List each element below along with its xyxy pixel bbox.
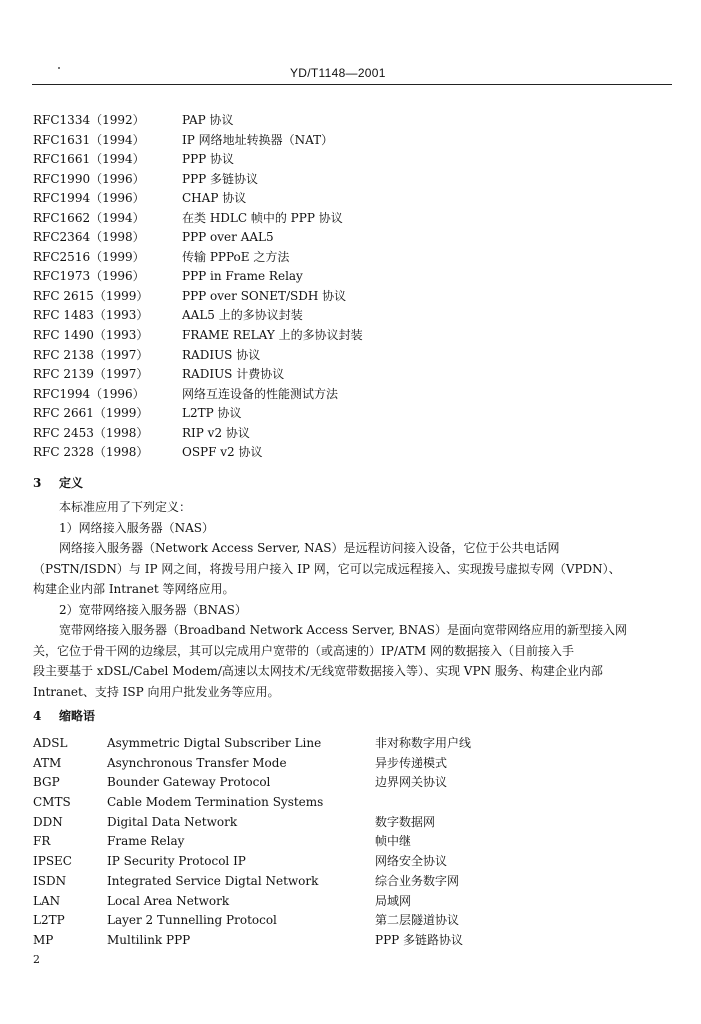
rfc-title: PPP over AAL5 [182,230,274,245]
rfc-code: RFC2516（1999） [33,249,145,264]
rfc-title: RADIUS 计费协议 [182,367,285,382]
rfc-code: RFC2364（1998） [33,230,145,245]
rfc-code: RFC1973（1996） [33,269,145,284]
definition-2-line: Intranet、支持 ISP 向用户批发业务等应用。 [33,684,280,699]
abbreviation-code: DDN [33,814,63,829]
section-title: 定义 [59,476,84,490]
definition-1-line: 网络接入服务器（Network Access Server, NAS）是远程访问接入设备，它位于公共电话网 [59,541,560,555]
rfc-row [33,170,633,190]
abbreviation-code: ISDN [33,873,67,888]
abbreviation-english: Digital Data Network [107,814,238,829]
rfc-title: PPP over SONET/SDH 协议 [182,288,347,303]
rfc-title: PPP 协议 [182,152,235,167]
abbreviation-english: Cable Modem Termination Systems [107,795,324,810]
rfc-row [33,248,633,268]
rfc-code: RFC1994（1996） [33,191,145,206]
abbreviation-chinese: 综合业务数字网 [375,873,460,888]
abbreviation-row [33,773,673,793]
section-number: 3 [33,476,42,490]
abbreviation-code: ATM [33,755,62,770]
definition-1-title: 1）网络接入服务器（NAS） [59,520,215,535]
rfc-row [33,424,633,444]
rfc-row [33,443,633,463]
rfc-title: 网络互连设备的性能测试方法 [182,386,339,401]
abbreviation-english: Frame Relay [107,834,185,849]
definition-2-line: 段主要基于 xDSL/Cabel Modem/高速以太网技术/无线宽带数据接入等）、实现 VPN 服务、构建企业内部 [33,664,603,678]
abbreviation-code: ADSL [33,736,68,750]
rfc-code: RFC1334（1992） [33,113,145,127]
rfc-title: 传输 PPPoE 之方法 [182,249,290,264]
abbreviation-row [33,852,673,872]
abbreviation-row [33,832,673,852]
rfc-code: RFC 2139（1997） [33,367,149,382]
rfc-title: PPP 多链协议 [182,171,259,186]
rfc-row [33,131,633,151]
definitions-intro: 本标准应用了下列定义： [59,500,192,514]
abbreviation-chinese: 非对称数字用户线 [375,736,472,750]
abbreviation-english: Bounder Gateway Protocol [107,775,271,790]
abbreviation-row [33,931,673,951]
rfc-title: AAL5 上的多协议封装 [182,308,303,323]
abbreviation-row [33,911,673,931]
abbreviation-row [33,813,673,833]
abbreviation-chinese: 异步传递模式 [375,755,448,770]
header-rule [32,84,672,85]
rfc-title: CHAP 协议 [182,191,247,206]
rfc-title: 在类 HDLC 帧中的 PPP 协议 [182,210,343,225]
abbreviation-chinese: 第二层隧道协议 [375,913,460,928]
abbreviation-row [33,754,673,774]
rfc-title: IP 网络地址转换器（NAT） [182,132,334,147]
abbreviations-table [33,734,673,951]
abbreviation-english: Local Area Network [107,893,230,908]
rfc-code: RFC 2661（1999） [33,406,149,421]
rfc-row [33,267,633,287]
abbreviation-chinese: 局域网 [375,893,412,908]
standard-code-header: YD/T1148—2001 [290,66,386,80]
definition-2-line: 关，它位于骨干网的边缘层，其可以完成用户宽带的（或高速的）IP/ATM 网的数据接入（目前接入手 [33,643,574,658]
page-number: 2 [33,953,40,966]
rfc-reference-list [33,111,633,463]
rfc-code: RFC 1490（1993） [33,328,149,343]
rfc-code: RFC 2138（1997） [33,347,149,362]
rfc-row [33,346,633,366]
rfc-title: RIP v2 协议 [182,425,250,440]
rfc-code: RFC1662（1994） [33,210,145,225]
rfc-title: PAP 协议 [182,113,234,127]
abbreviation-english: Layer 2 Tunnelling Protocol [107,913,277,928]
abbreviation-chinese: 帧中继 [375,834,412,849]
abbreviation-row [33,872,673,892]
abbreviation-english: Asymmetric Digtal Subscriber Line [107,736,322,750]
abbreviation-chinese: PPP 多链路协议 [375,932,464,947]
section-3-heading [33,474,83,491]
abbreviation-english: Integrated Service Digtal Network [107,873,319,888]
abbreviation-code: BGP [33,775,60,790]
definition-2-line: 宽带网络接入服务器（Broadband Network Access Server, BNAS）是面向宽带网络应用的新型接入网 [59,623,627,637]
rfc-row [33,111,633,131]
rfc-row [33,365,633,385]
rfc-title: OSPF v2 协议 [182,445,263,460]
rfc-row [33,287,633,307]
abbreviation-chinese: 网络安全协议 [375,854,448,869]
rfc-row [33,209,633,229]
rfc-code: RFC1631（1994） [33,132,145,147]
rfc-code: RFC 2453（1998） [33,425,149,440]
rfc-row [33,306,633,326]
rfc-code: RFC 2328（1998） [33,445,149,460]
abbreviation-english: Multilink PPP [107,932,191,947]
rfc-title: RADIUS 协议 [182,347,261,362]
abbreviation-code: MP [33,932,54,947]
definition-1-line: 构建企业内部 Intranet 等网络应用。 [33,582,235,596]
rfc-title: FRAME RELAY 上的多协议封装 [182,328,363,343]
rfc-code: RFC1990（1996） [33,171,145,186]
definition-1-line: （PSTN/ISDN）与 IP 网之间，将拨号用户接入 IP 网，它可以完成远程接入、实现拨号虚拟专网（VPDN）、 [33,561,621,576]
rfc-row [33,326,633,346]
abbreviation-code: LAN [33,893,61,908]
rfc-title: L2TP 协议 [182,406,242,421]
abbreviation-row [33,793,673,813]
rfc-code: RFC 1483（1993） [33,308,149,323]
definitions-body [33,497,671,702]
abbreviation-chinese: 数字数据网 [375,814,436,829]
abbreviation-chinese: 边界网关协议 [375,775,448,790]
abbreviation-row [33,892,673,912]
abbreviation-row [33,734,673,754]
scan-speck [58,67,60,69]
section-number: 4 [33,709,42,723]
rfc-row [33,228,633,248]
rfc-code: RFC 2615（1999） [33,288,149,303]
rfc-row [33,189,633,209]
rfc-row [33,385,633,405]
abbreviation-code: IPSEC [33,854,72,869]
abbreviation-english: IP Security Protocol IP [107,854,246,869]
abbreviation-code: CMTS [33,795,71,810]
rfc-title: PPP in Frame Relay [182,269,303,284]
section-title: 缩略语 [59,709,96,723]
rfc-code: RFC1661（1994） [33,152,145,167]
rfc-code: RFC1994（1996） [33,386,145,401]
definition-2-title: 2）宽带网络接入服务器（BNAS） [59,602,247,617]
rfc-row [33,150,633,170]
abbreviation-code: L2TP [33,913,65,928]
abbreviation-code: FR [33,834,51,849]
section-4-heading [33,707,95,724]
abbreviation-english: Asynchronous Transfer Mode [107,755,287,770]
rfc-row [33,404,633,424]
